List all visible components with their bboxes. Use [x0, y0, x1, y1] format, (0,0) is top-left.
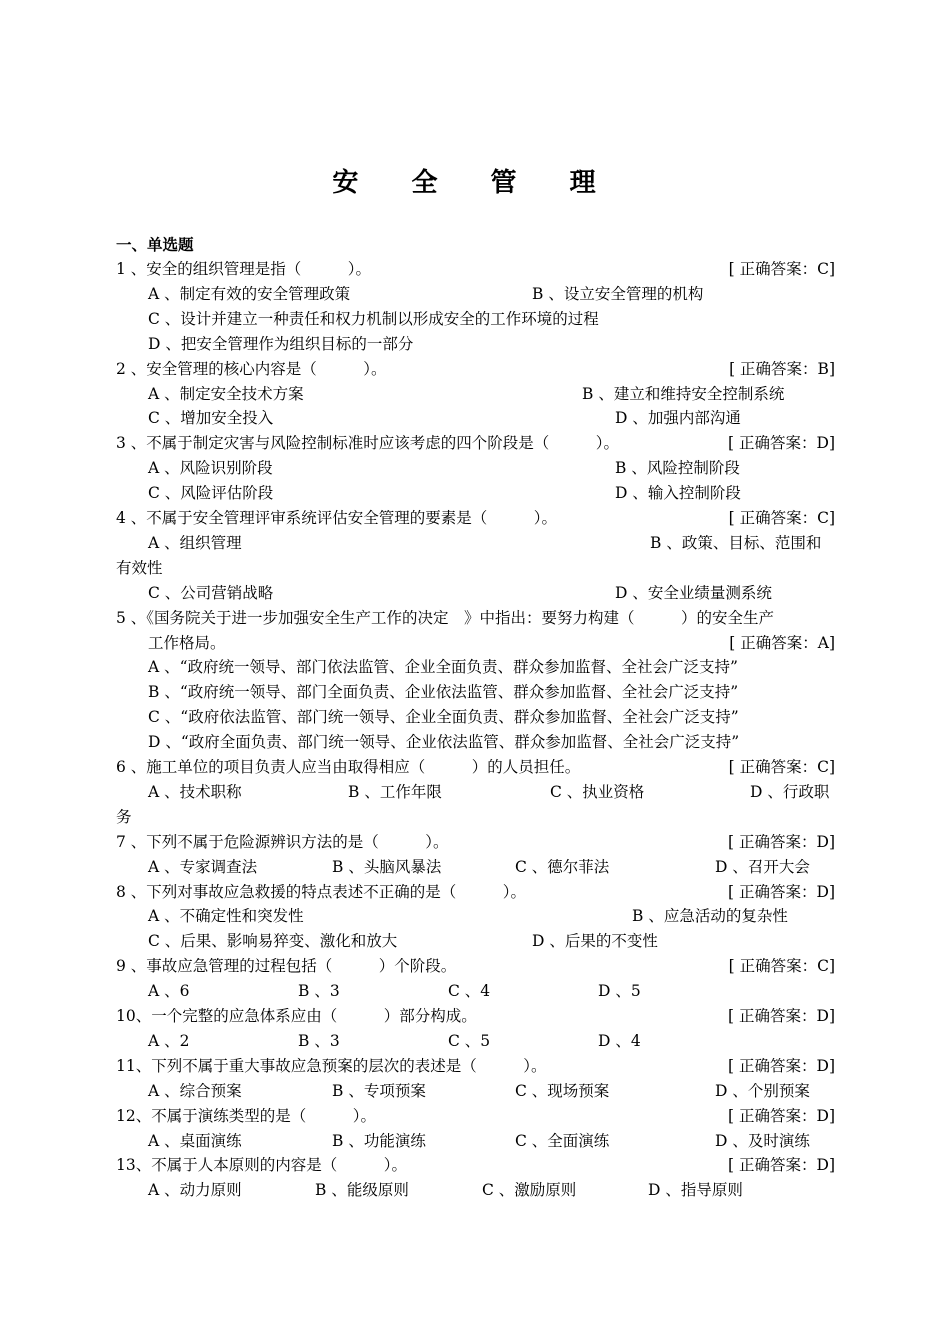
- option-text: D 、行政职: [750, 782, 830, 801]
- question-line: [0, 257, 835, 282]
- option-text: D 、及时演练: [715, 1131, 810, 1150]
- option-text: C 、激励原则: [482, 1181, 577, 1200]
- option-line: [0, 979, 835, 1004]
- question-line: [0, 631, 835, 656]
- option-text: C 、全面演练: [515, 1131, 610, 1150]
- option-text: A 、专家调查法: [148, 857, 258, 876]
- option-text: D 、个别预案: [715, 1081, 810, 1100]
- option-line: [0, 929, 835, 954]
- option-text: C 、现场预案: [515, 1081, 610, 1100]
- option-line: [0, 904, 835, 929]
- correct-answer-label: [ 正确答案：D]: [728, 1106, 835, 1125]
- question-text: 13、不属于人本原则的内容是（ ）。: [116, 1156, 407, 1175]
- option-text: D 、“政府全面负责、部门统一领导、企业依法监管、群众参加监督、全社会广泛支持”: [148, 733, 740, 752]
- option-text: 5 、《国务院关于进一步加强安全生产工作的决定 》中指出：要努力构建（ ）的安全生产: [116, 608, 775, 627]
- question-line: [0, 431, 835, 456]
- option-text: A 、不确定性和突发性: [148, 907, 304, 926]
- option-text: D 、后果的不变性: [532, 932, 658, 951]
- option-line: [0, 680, 835, 705]
- option-text: C 、后果、影响易猝变、激化和放大: [148, 932, 398, 951]
- option-text: D 、加强内部沟通: [615, 409, 741, 428]
- option-line: [0, 606, 835, 631]
- option-text: A 、组织管理: [148, 533, 242, 552]
- question-text: 1 、安全的组织管理是指（ ）。: [116, 260, 372, 278]
- question-text: 4 、不属于安全管理评审系统评估安全管理的要素是（ ）。: [116, 509, 558, 527]
- option-text: A 、桌面演练: [148, 1131, 242, 1150]
- option-text: C 、“政府依法监管、部门统一领导、企业全面负责、群众参加监督、全社会广泛支持”: [148, 708, 739, 727]
- option-text: A 、综合预案: [148, 1081, 242, 1100]
- option-line: [0, 855, 835, 880]
- question-text: 8 、下列对事故应急救援的特点表述不正确的是（ ）。: [116, 882, 527, 901]
- option-text: D 、指导原则: [648, 1181, 743, 1200]
- option-text: D 、把安全管理作为组织目标的一部分: [148, 334, 414, 353]
- option-line: [0, 406, 835, 431]
- option-line: [0, 780, 835, 805]
- question-text: 12、不属于演练类型的是（ ）。: [116, 1106, 376, 1125]
- option-text: B 、能级原则: [315, 1181, 409, 1200]
- option-text: C 、5: [448, 1031, 491, 1050]
- option-line: [0, 1178, 835, 1203]
- option-text: D 、4: [598, 1031, 641, 1050]
- question-text: 6 、施工单位的项目负责人应当由取得相应（ ）的人员担任。: [116, 758, 581, 776]
- question-text: 11、下列不属于重大事故应急预案的层次的表述是（ ）。: [116, 1056, 547, 1075]
- question-text: 7 、下列不属于危险源辨识方法的是（ ）。: [116, 832, 449, 851]
- option-text: B 、头脑风暴法: [332, 857, 442, 876]
- question-line: [0, 755, 835, 780]
- option-line: [0, 556, 835, 581]
- option-line: [0, 332, 835, 357]
- option-text: B 、设立安全管理的机构: [532, 284, 704, 303]
- option-text: A 、制定有效的安全管理政策: [148, 284, 351, 303]
- option-text: B 、功能演练: [332, 1131, 426, 1150]
- option-text: D 、安全业绩量测系统: [615, 583, 772, 602]
- question-line: [0, 506, 835, 531]
- option-text: D 、输入控制阶段: [615, 484, 741, 503]
- option-line: [0, 1029, 835, 1054]
- option-line: [0, 655, 835, 680]
- question-line: [0, 1004, 835, 1029]
- option-line: [0, 730, 835, 755]
- option-line: [0, 1079, 835, 1104]
- option-text: C 、设计并建立一种责任和权力机制以形成安全的工作环境的过程: [148, 309, 599, 328]
- option-text: C 、公司营销战略: [148, 583, 274, 602]
- correct-answer-label: [ 正确答案：D]: [728, 1007, 835, 1025]
- option-text: B 、工作年限: [348, 782, 442, 801]
- option-text: C 、风险评估阶段: [148, 484, 274, 503]
- option-line: [0, 805, 835, 830]
- option-text: D 、5: [598, 982, 641, 1001]
- option-line: [0, 531, 835, 556]
- correct-answer-label: [ 正确答案：A]: [729, 633, 835, 652]
- option-text: 务: [116, 807, 132, 826]
- option-text: A 、动力原则: [148, 1181, 242, 1200]
- question-text: 2 、安全管理的核心内容是（ ）。: [116, 359, 387, 378]
- option-line: [0, 382, 835, 407]
- option-text: B 、建立和维持安全控制系统: [582, 384, 785, 403]
- option-text: A 、6: [148, 982, 190, 1001]
- option-line: [0, 282, 835, 307]
- option-text: B 、“政府统一领导、部门全面负责、企业依法监管、群众参加监督、全社会广泛支持”: [148, 683, 739, 702]
- option-text: B 、风险控制阶段: [615, 459, 740, 478]
- option-text: B 、3: [298, 982, 340, 1001]
- question-line: [0, 954, 835, 979]
- option-line: [0, 581, 835, 606]
- option-text: C 、4: [448, 982, 491, 1001]
- section-heading: 一、单选题: [116, 235, 194, 254]
- question-text: 10、一个完整的应急体系应由（ ）部分构成。: [116, 1007, 477, 1025]
- option-text: B 、专项预案: [332, 1081, 426, 1100]
- correct-answer-label: [ 正确答案：D]: [728, 1156, 835, 1175]
- option-text: C 、增加安全投入: [148, 409, 274, 428]
- correct-answer-label: [ 正确答案：C]: [728, 758, 835, 776]
- correct-answer-label: [ 正确答案：D]: [728, 1056, 835, 1075]
- correct-answer-label: [ 正确答案：C]: [728, 509, 835, 527]
- correct-answer-label: [ 正确答案：C]: [728, 957, 835, 976]
- question-text: 9 、事故应急管理的过程包括（ ）个阶段。: [116, 957, 457, 976]
- question-line: [0, 830, 835, 855]
- correct-answer-label: [ 正确答案：B]: [729, 359, 835, 378]
- option-text: A 、制定安全技术方案: [148, 384, 304, 403]
- option-line: [0, 481, 835, 506]
- question-text: 3 、不属于制定灾害与风险控制标准时应该考虑的四个阶段是（ ）。: [116, 434, 620, 453]
- option-text: B 、3: [298, 1031, 340, 1050]
- question-line: [0, 1153, 835, 1178]
- question-line: [0, 880, 835, 905]
- option-line: [0, 307, 835, 332]
- option-text: A 、2: [148, 1031, 190, 1050]
- option-text: C 、德尔菲法: [515, 857, 610, 876]
- question-line: [0, 357, 835, 382]
- question-line: [0, 1104, 835, 1129]
- option-text: B 、应急活动的复杂性: [632, 907, 788, 926]
- question-text: 工作格局。: [148, 633, 226, 652]
- document-title: 安 全 管 理: [332, 168, 618, 198]
- option-text: A 、技术职称: [148, 782, 242, 801]
- correct-answer-label: [ 正确答案：D]: [728, 434, 835, 453]
- correct-answer-label: [ 正确答案：D]: [728, 832, 835, 851]
- option-line: [0, 705, 835, 730]
- option-text: C 、执业资格: [550, 782, 645, 801]
- option-text: A 、“政府统一领导、部门依法监管、企业全面负责、群众参加监督、全社会广泛支持”: [148, 658, 738, 677]
- option-line: [0, 456, 835, 481]
- correct-answer-label: [ 正确答案：C]: [728, 260, 835, 278]
- correct-answer-label: [ 正确答案：D]: [728, 882, 835, 901]
- option-text: B 、政策、目标、范围和: [650, 533, 822, 552]
- question-line: [0, 1054, 835, 1079]
- option-text: 有效性: [116, 558, 163, 577]
- option-text: D 、召开大会: [715, 857, 810, 876]
- option-line: [0, 1129, 835, 1154]
- option-text: A 、风险识别阶段: [148, 459, 273, 478]
